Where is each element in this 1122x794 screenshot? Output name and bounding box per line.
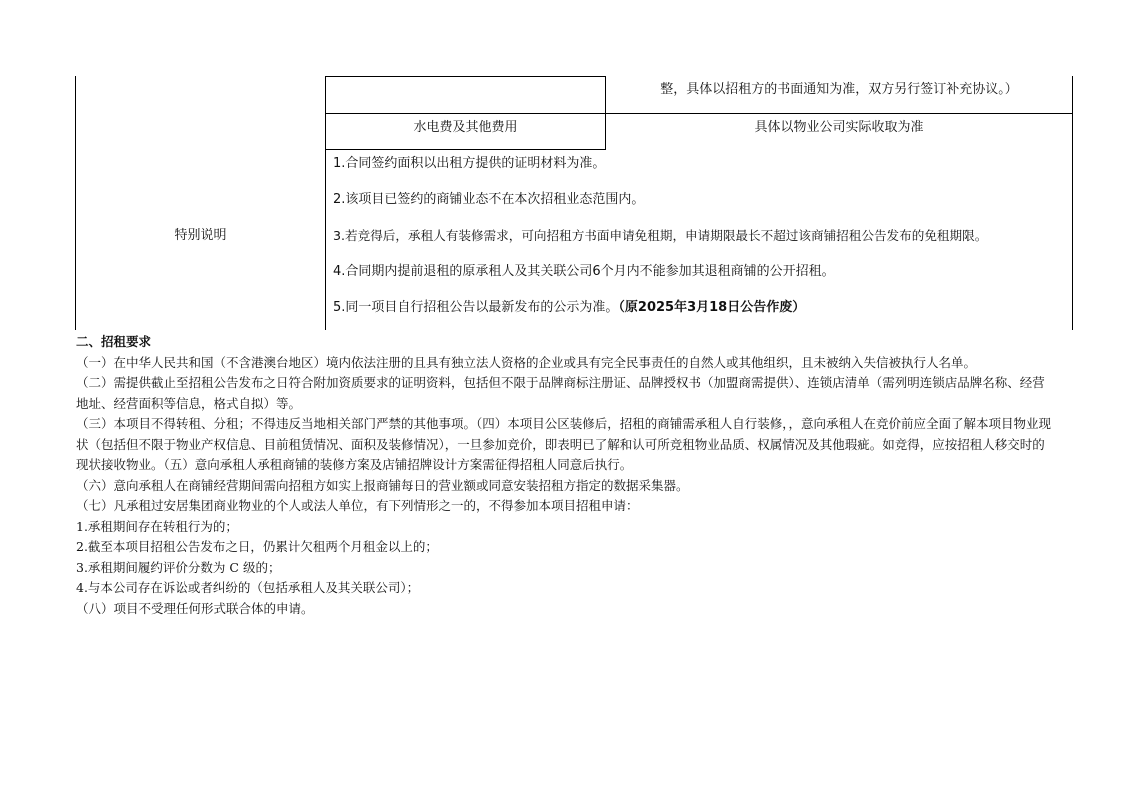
table-right-border xyxy=(1072,76,1073,330)
table-row-line-top xyxy=(325,76,606,77)
special-note-item-3: 3.若竞得后，承租人有装修需求，可向招租方书面申请免租期，申请期限最长不超过该商铺招租公告发布的免租期限。 xyxy=(333,228,988,243)
fee-label: 水电费及其他费用 xyxy=(413,120,518,135)
table-divider-label-col xyxy=(325,76,326,330)
table-cell-continuation-text: 整，具体以招租方的书面通知为准，双方另行签订补充协议。） xyxy=(660,82,1018,97)
requirement-list-item: 2.截至本项目招租公告发布之日，仍累计欠租两个月租金以上的； xyxy=(76,539,438,554)
requirement-paragraph: （六）意向承租人在商铺经营期间需向招租方如实上报商铺每日的营业额或同意安装招租方指定的数据采集器。 xyxy=(76,477,689,493)
special-notes-label: 特别说明 xyxy=(174,228,227,243)
special-note-item-1: 1.合同签约面积以出租方提供的证明材料为准。 xyxy=(333,156,606,171)
requirements-section xyxy=(76,332,1056,619)
requirement-paragraph: （八）项目不受理任何形式联合体的申请。 xyxy=(76,600,314,616)
special-note-item-5-text: 5.同一项目自行招租公告以最新发布的公示为准。 xyxy=(333,300,619,315)
requirement-list-item: 3.承租期间履约评价分数为 C 级的； xyxy=(76,559,281,575)
special-note-item-2: 2.该项目已签约的商铺业态不在本次招租业态范围内。 xyxy=(333,192,645,207)
table-row-line-1 xyxy=(325,113,1073,114)
table-left-border xyxy=(75,76,76,330)
special-note-item-5-bold: （原2025年3月18日公告作废） xyxy=(618,300,806,315)
requirement-paragraph: （三）本项目不得转租、分租；不得违反当地相关部门严禁的其他事项。（四）本项目公区装修后，招租的商铺需承租人自行装修，，意向承租人在竞价前应全面了解本项目物业现状（包括但不限于物业产权信息、目前租赁情况、面积及装修情况），一旦参加竞价，即表明已了解和认可所竞租物业品质、权属情况及其他瑕疵。如竞得，应按招租人移交时的现状接收物业。（五）意向承租人承租商铺的装修方案及店铺招牌设计方案需征得招租人同意后执行。 xyxy=(76,416,1052,472)
special-note-item-5 xyxy=(333,299,805,317)
table-row-line-2 xyxy=(325,149,606,150)
requirement-paragraph: （七）凡承租过安居集团商业物业的个人或法人单位，有下列情形之一的，不得参加本项目招租申请： xyxy=(76,498,639,513)
special-note-item-4: 4.合同期内提前退租的原承租人及其关联公司6个月内不能参加其退租商铺的公开招租。 xyxy=(333,264,835,279)
requirement-paragraph: （二）需提供截止至招租公告发布之日符合附加资质要求的证明资料，包括但不限于品牌商标注册证、品牌授权书（加盟商需提供）、连锁店清单（需列明连锁店品牌名称、经营地址、经营面积等信息，格式自拟）等。 xyxy=(76,375,1045,411)
section-heading: 二、招租要求 xyxy=(76,334,152,349)
requirement-paragraph: （一）在中华人民共和国（不含港澳台地区）境内依法注册的且具有独立法人资格的企业或具有完全民事责任的自然人或其他组织，且未被纳入失信被执行人名单。 xyxy=(76,354,977,370)
fee-value: 具体以物业公司实际收取为准 xyxy=(754,120,924,135)
requirement-list-item: 4.与本公司存在诉讼或者纠纷的（包括承租人及其关联公司）； xyxy=(76,580,420,595)
requirement-list-item: 1.承租期间存在转租行为的； xyxy=(76,518,238,534)
